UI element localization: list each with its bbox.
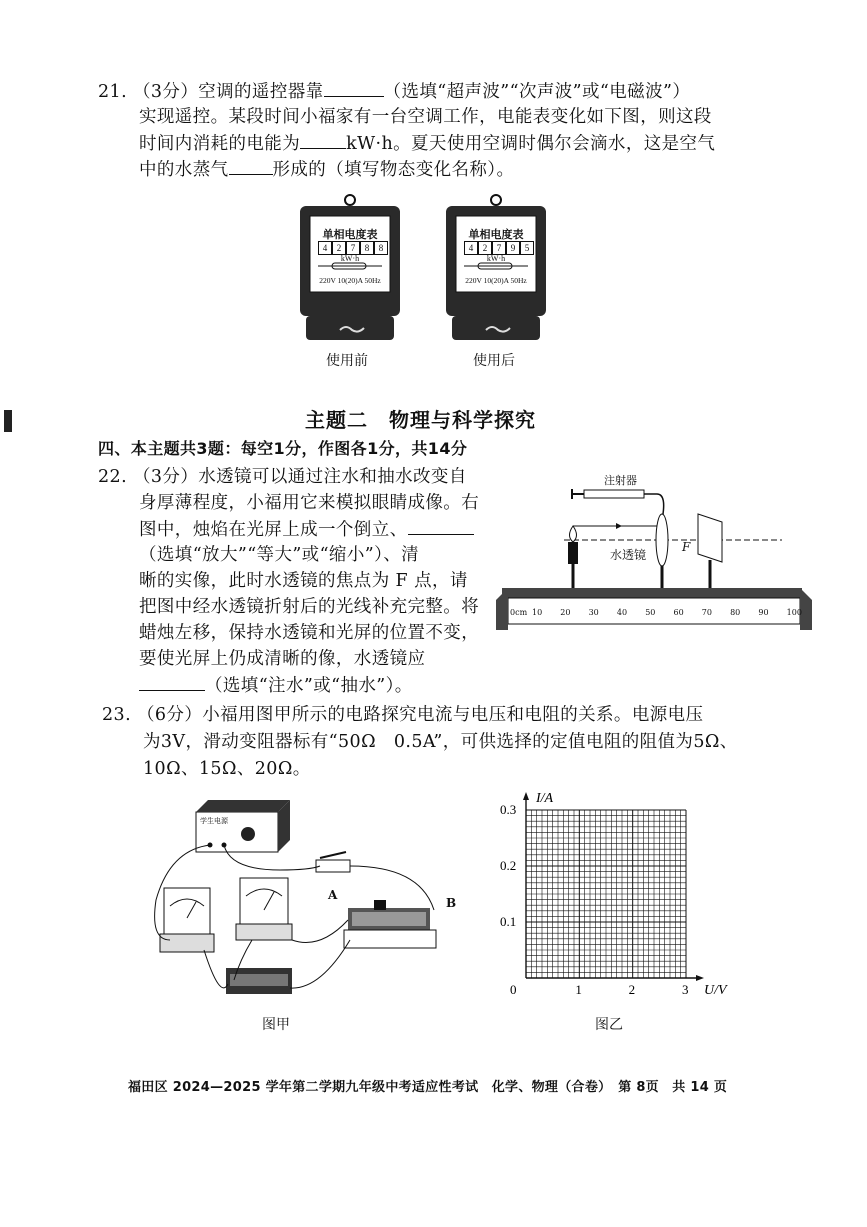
ruler-tick: 40 [616,608,628,617]
q23-line-2: 为3V，滑动变阻器标有“50Ω 0.5A”，可供选择的定值电阻的阻值为5Ω、 [143,732,738,752]
y-axis-label: I/A [536,791,554,806]
q21-line-3: 时间内消耗的电能为 kW·h。夏天使用空调时偶尔会滴水，这是空气 [139,130,715,157]
meter-after-caption: 使用后 [473,353,515,369]
meter-digit: 2 [478,241,492,255]
meter-after-spec: 220V 10(20)A 50Hz [465,276,527,285]
circuit-figure [130,790,470,1010]
meter-before-caption: 使用前 [326,353,368,369]
q21-blank-1[interactable] [324,78,384,97]
q21-line-2: 实现遥控。某段时间小福家有一台空调工作，电能表变化如下图，则这段 [139,107,712,127]
q22-line-6: 把图中经水透镜折射后的光线补充完整。将 [139,597,480,617]
topic-heading: 主题二 物理与科学探究 [305,408,536,432]
meter-digit: 7 [346,241,360,255]
iu-chart-svg [496,790,736,1000]
ruler-tick: 30 [588,608,599,617]
ruler-tick: 60 [673,608,684,617]
x-axis-arrow [696,975,704,981]
ruler-tick: 10 [532,608,543,617]
y-tick-label: 0.3 [500,802,517,817]
meter-digit: 5 [520,241,534,255]
y-tick-label: 0.2 [500,858,517,873]
q22-blank-1[interactable] [408,516,474,535]
focal-point-label: F [682,540,691,554]
meter-digit: 8 [374,241,388,255]
q22-blank-2[interactable] [139,672,205,691]
meter-digit: 4 [464,241,478,255]
q22-line-3: 图中，烛焰在光屏上成一个倒立、 [139,516,474,543]
meter-after-digits [464,241,534,255]
ruler-tick: 70 [701,608,712,617]
meter-digit: 4 [318,241,332,255]
ruler-tick-labels [532,608,802,617]
meter-before-title: 单相电度表 [322,229,378,241]
meter-after-unit: kW·h [486,254,506,263]
q22-line-2: 身厚薄程度，小福用它来模拟眼睛成像。右 [139,493,480,513]
page-footer: 福田区 2024—2025 学年第二学期九年级中考适应性考试 化学、物理（合卷） 第 8页 共 14 页 [128,1080,728,1095]
q22-line-5: 晰的实像，此时水透镜的焦点为 F 点，请 [139,571,468,591]
q21-blank-2[interactable] [300,130,346,149]
q22-line-7: 蜡烛左移，保持水透镜和光屏的位置不变， [139,623,480,643]
ruler-tick: 100 [786,608,802,617]
lens-label: 水透镜 [610,548,647,562]
q22-line-8: 要使光屏上仍成清晰的像，水透镜应 [139,649,426,669]
terminal-b-label: B [446,896,457,910]
meter-digit: 2 [332,241,346,255]
ruler-tick: 80 [730,608,741,617]
ruler-tick: 20 [560,608,571,617]
q21-line-1: 21. （3分）空调的遥控器靠 （选填“超声波”“次声波”或“电磁波”） [98,78,690,105]
q22-line-9: （选填“注水”或“抽水”）。 [139,672,413,699]
energy-meter-before [298,192,402,344]
y-tick-label: 0.1 [500,914,517,929]
ruler-tick: 50 [645,608,656,617]
optical-bench-figure [492,470,822,650]
section-instructions: 四、本主题共3题：每空1分，作图各1分，共14分 [98,439,468,458]
y-axis-arrow [523,792,529,800]
ruler-zero-label: 0cm [510,608,528,617]
x-tick-label: 3 [682,982,689,997]
figure-jia-caption: 图甲 [262,1017,290,1033]
q23-line-3: 10Ω、15Ω、20Ω。 [143,759,311,779]
q22-line-1: 22. （3分）水透镜可以通过注水和抽水改变自 [98,467,467,487]
meter-before-spec: 220V 10(20)A 50Hz [319,276,381,285]
ruler-tick: 90 [758,608,769,617]
x-tick-label: 2 [628,982,636,997]
meter-after-title: 单相电度表 [468,229,524,241]
q21-line-4: 中的水蒸气 形成的（填写物态变化名称）。 [139,156,514,183]
q22-line-4: （选填“放大”“等大”或“缩小”）、清 [139,545,420,565]
q21-blank-3[interactable] [229,156,273,175]
power-supply-label: 学生电源 [200,817,228,825]
figure-yi-caption: 图乙 [595,1017,623,1033]
meter-before-unit: kW·h [340,254,360,263]
meter-digit: 7 [492,241,506,255]
meter-before-digits [318,241,388,255]
meter-digit: 8 [360,241,374,255]
syringe-label: 注射器 [604,474,637,487]
energy-meter-after [444,192,548,344]
x-axis-label: U/V [704,983,727,998]
q23-line-1: 23. （6分）小福用图甲所示的电路探究电流与电压和电阻的关系。电源电压 [102,705,704,725]
page-edge-mark [4,410,12,432]
x-tick-label: 0 [510,982,517,997]
x-tick-label: 1 [575,982,582,997]
iu-chart [496,790,736,1000]
terminal-a-label: A [328,888,338,902]
meter-digit: 9 [506,241,520,255]
